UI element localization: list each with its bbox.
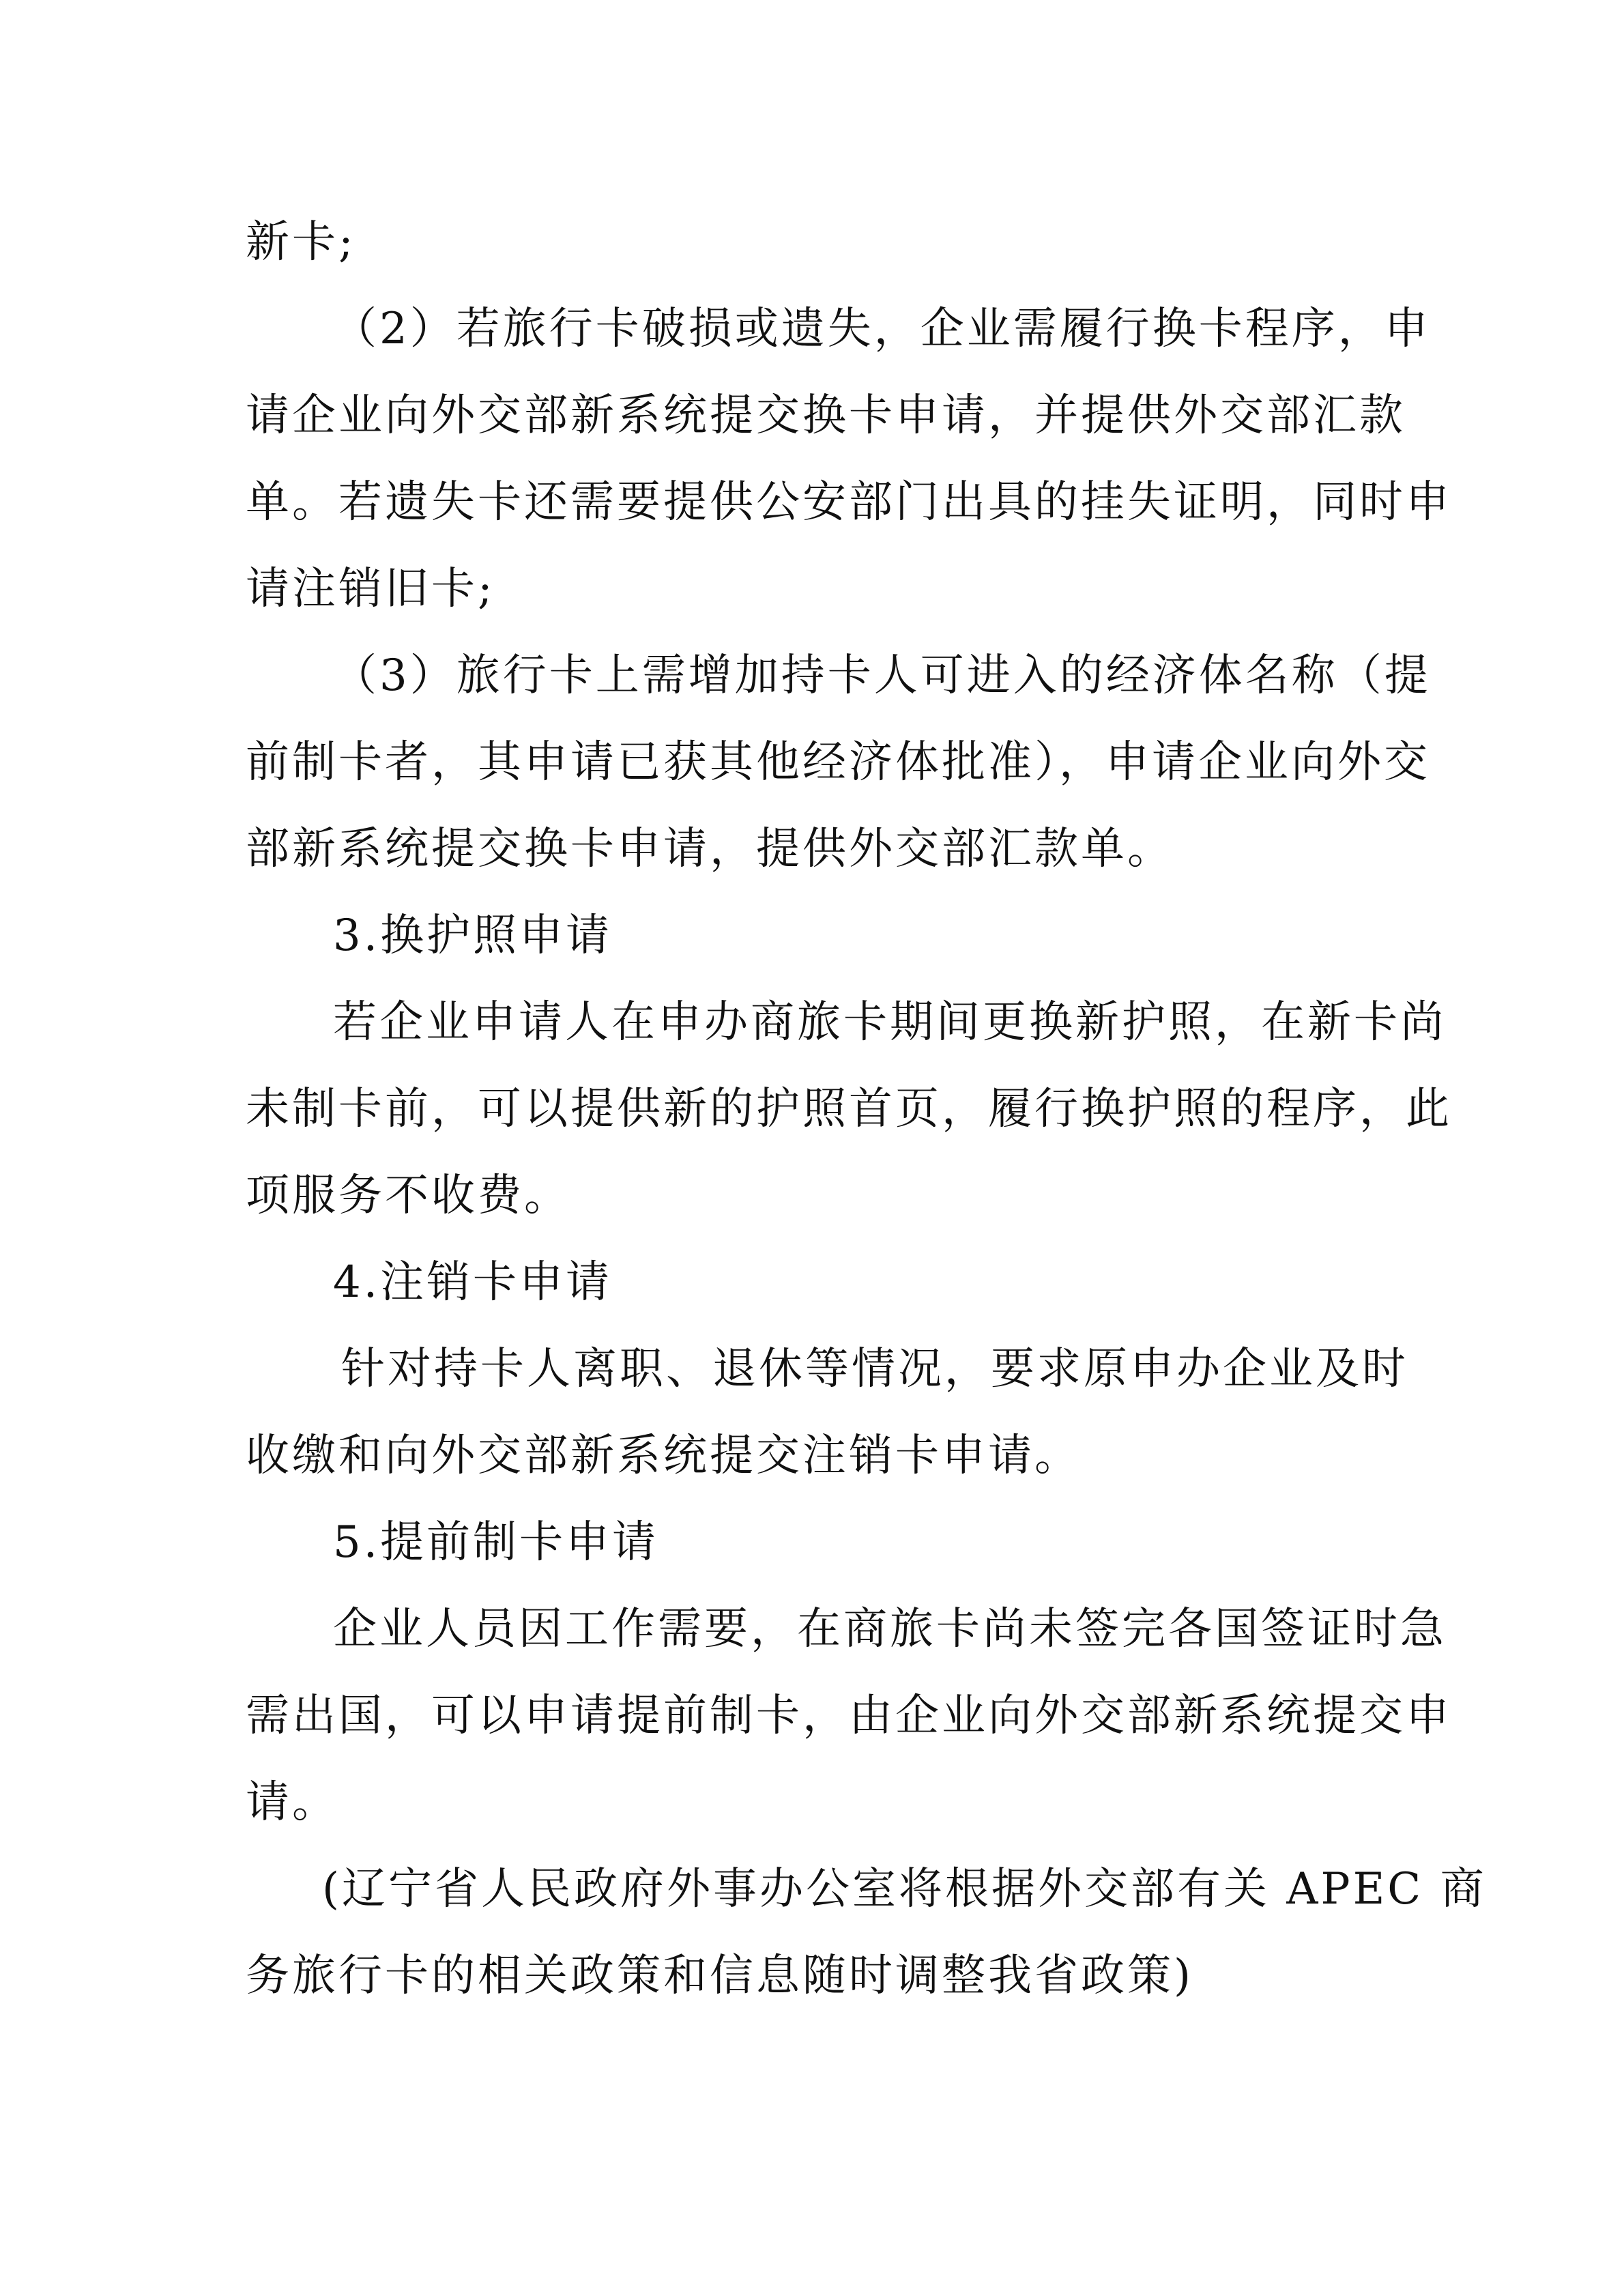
section-heading: 5.提前制卡申请: [333, 1517, 659, 1568]
text-line: （3）旅行卡上需增加持卡人可进入的经济体名称（提: [333, 650, 1431, 701]
text-line: 企业人员因工作需要，在商旅卡尚未签完各国签证时急: [333, 1604, 1447, 1654]
closing-note: 务旅行卡的相关政策和信息随时调整我省政策): [246, 1951, 1193, 2001]
text-line: 请注销旧卡;: [246, 564, 495, 614]
text-line: 未制卡前，可以提供新的护照首页，履行换护照的程序，此: [246, 1084, 1452, 1134]
text-line: 新卡;: [246, 217, 356, 268]
text-line: 项服务不收费。: [246, 1171, 570, 1221]
text-line: 需出国，可以申请提前制卡，由企业向外交部新系统提交申: [246, 1691, 1452, 1741]
text-line: 若企业申请人在申办商旅卡期间更换新护照，在新卡尚: [333, 997, 1447, 1048]
document-body: [246, 199, 1487, 2020]
text-line: 前制卡者，其申请已获其他经济体批准），申请企业向外交: [246, 737, 1430, 788]
text-line: 部新系统提交换卡申请，提供外交部汇款单。: [246, 824, 1174, 874]
text-line: 请。: [246, 1777, 338, 1828]
section-heading: 4.注销卡申请: [333, 1257, 613, 1308]
closing-note: (辽宁省人民政府外事办公室将根据外交部有关 APEC 商: [322, 1864, 1487, 1914]
text-line: 针对持卡人离职、退休等情况，要求原申办企业及时: [341, 1344, 1408, 1394]
text-line: 收缴和向外交部新系统提交注销卡申请。: [246, 1431, 1081, 1481]
text-line: 请企业向外交部新系统提交换卡申请，并提供外交部汇款: [246, 390, 1406, 441]
text-line: 单。若遗失卡还需要提供公安部门出具的挂失证明，同时申: [246, 477, 1452, 528]
text-line: （2）若旅行卡破损或遗失，企业需履行换卡程序，申: [333, 304, 1431, 354]
section-heading: 3.换护照申请: [333, 910, 613, 961]
